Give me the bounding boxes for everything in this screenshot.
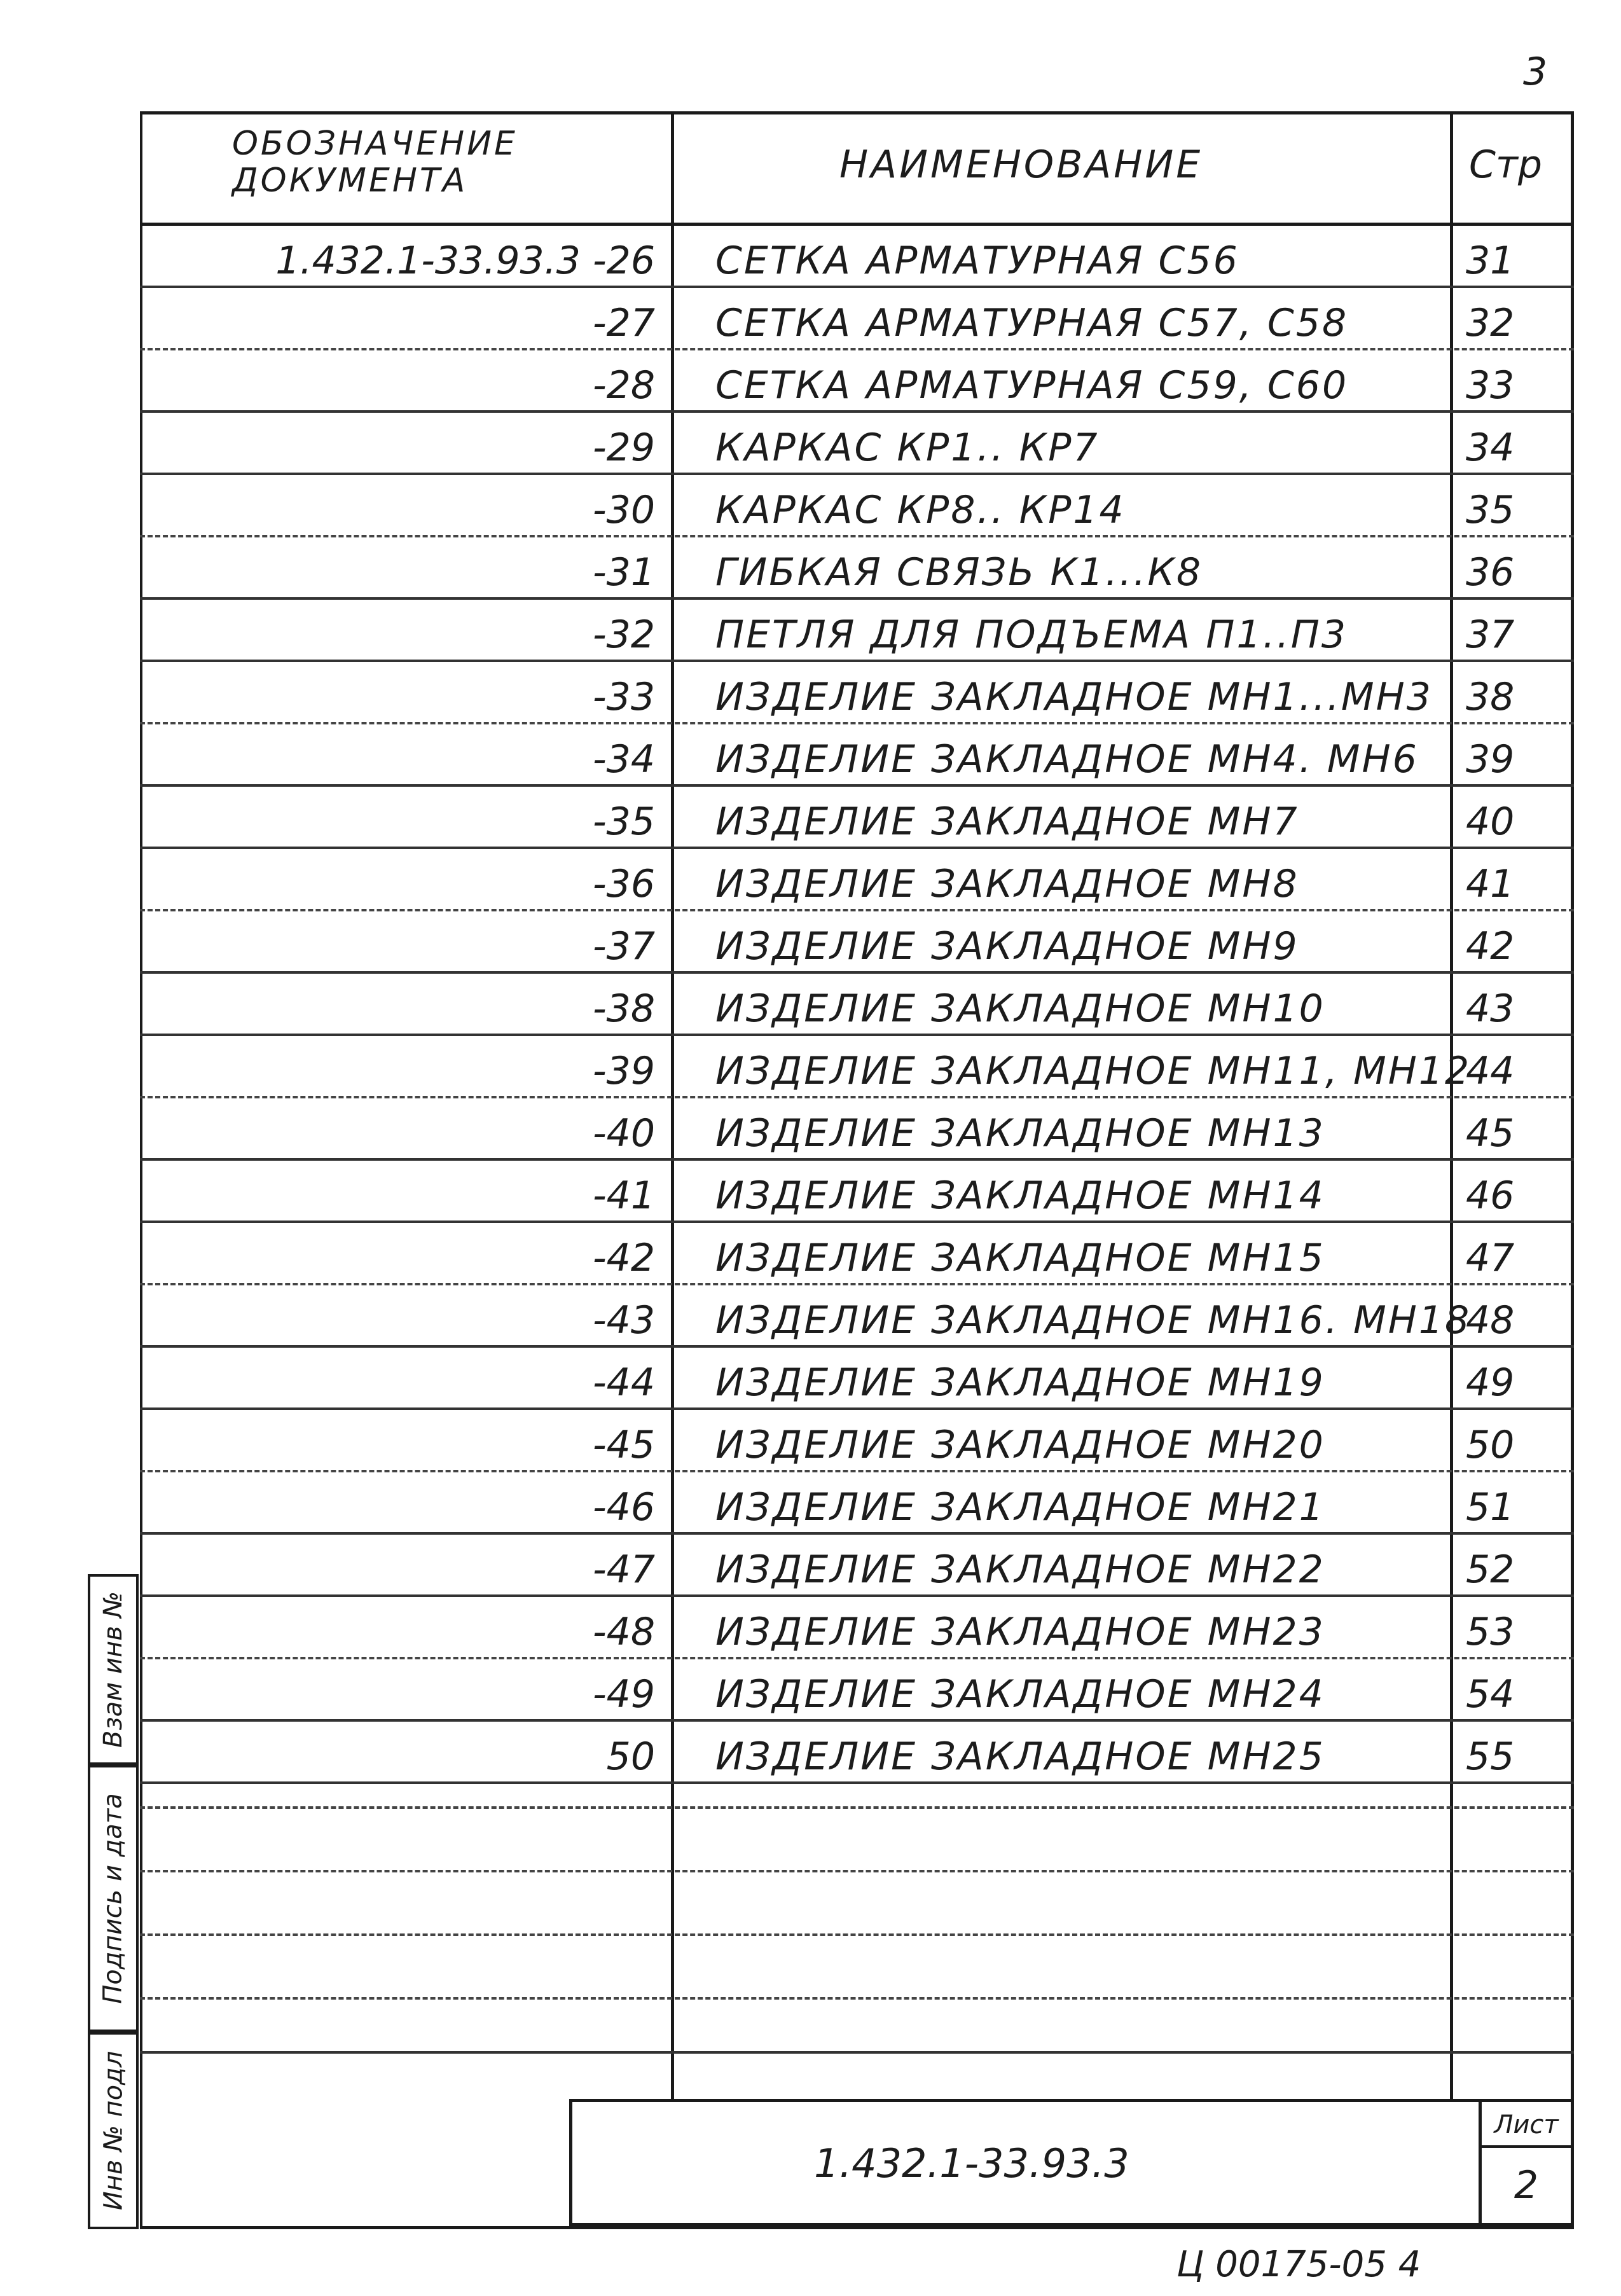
row-designation: -28 — [593, 363, 655, 408]
row-designation: -36 — [593, 862, 655, 906]
table-row — [0, 226, 1621, 288]
row-name: ГИБКАЯ СВЯЗЬ К1...К8 — [715, 550, 1203, 595]
row-name: ИЗДЕЛИЕ ЗАКЛАДНОЕ МН21 — [715, 1485, 1325, 1530]
row-designation: -47 — [593, 1547, 655, 1592]
row-page: 36 — [1466, 550, 1515, 595]
row-name: ИЗДЕЛИЕ ЗАКЛАДНОЕ МН23 — [715, 1610, 1325, 1654]
title-block-sheet-label: Лист — [1482, 2102, 1571, 2148]
title-block-sheet — [1479, 2102, 1571, 2223]
row-name: КАРКАС КР8.. КР14 — [715, 488, 1126, 532]
table-row — [0, 1036, 1621, 1098]
row-designation: -48 — [593, 1610, 655, 1654]
row-designation: 50 — [606, 1734, 655, 1779]
row-name: ИЗДЕЛИЕ ЗАКЛАДНОЕ МН20 — [715, 1423, 1325, 1467]
row-page: 32 — [1466, 301, 1515, 345]
row-page: 31 — [1466, 239, 1515, 283]
row-name: ИЗДЕЛИЕ ЗАКЛАДНОЕ МН14 — [715, 1173, 1325, 1218]
row-designation: -37 — [593, 924, 655, 969]
table-row — [0, 1659, 1621, 1722]
row-page: 33 — [1466, 363, 1515, 408]
row-page: 48 — [1466, 1298, 1515, 1343]
row-page: 44 — [1466, 1049, 1515, 1093]
table-row — [0, 1597, 1621, 1659]
row-designation: -39 — [593, 1049, 655, 1093]
row-page: 49 — [1466, 1360, 1515, 1405]
row-designation: -29 — [593, 425, 655, 470]
side-stamp-inv-replace-label: Взам инв № — [99, 1591, 128, 1748]
row-designation: -40 — [593, 1111, 655, 1156]
header-name: НАИМЕНОВАНИЕ — [839, 142, 1203, 187]
row-designation: -34 — [593, 737, 655, 782]
table-row — [0, 537, 1621, 600]
row-name: ИЗДЕЛИЕ ЗАКЛАДНОЕ МН15 — [715, 1236, 1325, 1280]
empty-row-line — [140, 2051, 1574, 2054]
footer-code: Ц 00175-05 4 — [1176, 2244, 1421, 2285]
row-name: ИЗДЕЛИЕ ЗАКЛАДНОЕ МН8 — [715, 862, 1299, 906]
row-page: 47 — [1466, 1236, 1515, 1280]
row-name: ИЗДЕЛИЕ ЗАКЛАДНОЕ МН9 — [715, 924, 1299, 969]
page-number: 3 — [1523, 50, 1548, 94]
header-page: Стр — [1469, 142, 1542, 187]
row-designation: -43 — [593, 1298, 655, 1343]
row-page: 45 — [1466, 1111, 1515, 1156]
table-row — [0, 1098, 1621, 1161]
header-row — [0, 111, 1621, 223]
row-name: ИЗДЕЛИЕ ЗАКЛАДНОЕ МН22 — [715, 1547, 1325, 1592]
row-designation: -27 — [593, 301, 655, 345]
side-stamp-inv-original-label: Инв № подл — [99, 2050, 128, 2211]
row-name: ИЗДЕЛИЕ ЗАКЛАДНОЕ МН13 — [715, 1111, 1325, 1156]
row-separator — [140, 1781, 1574, 1784]
table-row — [0, 1223, 1621, 1285]
row-name: ИЗДЕЛИЕ ЗАКЛАДНОЕ МН16. МН18 — [715, 1298, 1472, 1343]
row-page: 53 — [1466, 1610, 1515, 1654]
row-designation: -30 — [593, 488, 655, 532]
row-designation: -33 — [593, 675, 655, 719]
row-page: 50 — [1466, 1423, 1515, 1467]
table-row — [0, 600, 1621, 662]
row-page: 43 — [1466, 986, 1515, 1031]
row-page: 35 — [1466, 488, 1515, 532]
table-row — [0, 288, 1621, 350]
row-name: СЕТКА АРМАТУРНАЯ С57, С58 — [715, 301, 1349, 345]
row-page: 42 — [1466, 924, 1515, 969]
row-name: ИЗДЕЛИЕ ЗАКЛАДНОЕ МН10 — [715, 986, 1325, 1031]
row-page: 46 — [1466, 1173, 1515, 1218]
row-designation: -42 — [593, 1236, 655, 1280]
table-row — [0, 849, 1621, 911]
row-designation: -46 — [593, 1485, 655, 1530]
table-row — [0, 475, 1621, 537]
row-name: СЕТКА АРМАТУРНАЯ С56 — [715, 239, 1239, 283]
row-name: СЕТКА АРМАТУРНАЯ С59, С60 — [715, 363, 1349, 408]
empty-row-line — [140, 1870, 1574, 1872]
row-designation: -38 — [593, 986, 655, 1031]
row-name: ПЕТЛЯ ДЛЯ ПОДЪЕМА П1..П3 — [715, 612, 1348, 657]
side-stamp-sign-date — [88, 1765, 139, 2032]
row-name: ИЗДЕЛИЕ ЗАКЛАДНОЕ МН1...МН3 — [715, 675, 1433, 719]
row-designation: -31 — [593, 550, 655, 595]
table-row — [0, 1285, 1621, 1348]
row-designation: -41 — [593, 1173, 655, 1218]
row-page: 39 — [1466, 737, 1515, 782]
row-designation: -35 — [593, 799, 655, 844]
row-page: 37 — [1466, 612, 1515, 657]
empty-row-line — [140, 1997, 1574, 2000]
row-page: 34 — [1466, 425, 1515, 470]
table-row — [0, 1161, 1621, 1223]
table-row — [0, 911, 1621, 974]
row-name: ИЗДЕЛИЕ ЗАКЛАДНОЕ МН24 — [715, 1672, 1325, 1717]
table-row — [0, 413, 1621, 475]
side-stamp-inv-replace — [88, 1574, 139, 1765]
table-row — [0, 1472, 1621, 1535]
empty-row-line — [140, 1933, 1574, 1936]
table-row — [0, 1348, 1621, 1410]
row-page: 41 — [1466, 862, 1515, 906]
side-stamp-inv-original — [88, 2032, 139, 2229]
row-name: ИЗДЕЛИЕ ЗАКЛАДНОЕ МН11, МН12 — [715, 1049, 1472, 1093]
row-name: ИЗДЕЛИЕ ЗАКЛАДНОЕ МН25 — [715, 1734, 1325, 1779]
row-page: 40 — [1466, 799, 1515, 844]
table-row — [0, 350, 1621, 413]
row-designation: -45 — [593, 1423, 655, 1467]
table-row — [0, 724, 1621, 787]
table-row — [0, 1535, 1621, 1597]
row-page: 52 — [1466, 1547, 1515, 1592]
table-row — [0, 662, 1621, 724]
row-name: КАРКАС КР1.. КР7 — [715, 425, 1100, 470]
table-row — [0, 787, 1621, 849]
header-designation: ОБОЗНАЧЕНИЕ ДОКУМЕНТА — [232, 125, 518, 200]
row-designation: -44 — [593, 1360, 655, 1405]
row-designation: 1.432.1-33.93.3 -26 — [275, 239, 655, 283]
row-page: 54 — [1466, 1672, 1515, 1717]
title-block-sheet-number: 2 — [1514, 2163, 1539, 2208]
title-block-doc-code: 1.432.1-33.93.3 — [814, 2140, 1129, 2187]
row-designation: -49 — [593, 1672, 655, 1717]
table-row — [0, 1722, 1621, 1784]
row-page: 38 — [1466, 675, 1515, 719]
empty-row-line — [140, 1806, 1574, 1809]
row-name: ИЗДЕЛИЕ ЗАКЛАДНОЕ МН19 — [715, 1360, 1325, 1405]
row-designation: -32 — [593, 612, 655, 657]
row-name: ИЗДЕЛИЕ ЗАКЛАДНОЕ МН4. МН6 — [715, 737, 1419, 782]
side-stamp-sign-date-label: Подпись и дата — [99, 1793, 128, 2004]
table-row — [0, 974, 1621, 1036]
row-page: 51 — [1466, 1485, 1515, 1530]
row-name: ИЗДЕЛИЕ ЗАКЛАДНОЕ МН7 — [715, 799, 1299, 844]
table-row — [0, 1410, 1621, 1472]
row-page: 55 — [1466, 1734, 1515, 1779]
title-block — [569, 2099, 1574, 2226]
